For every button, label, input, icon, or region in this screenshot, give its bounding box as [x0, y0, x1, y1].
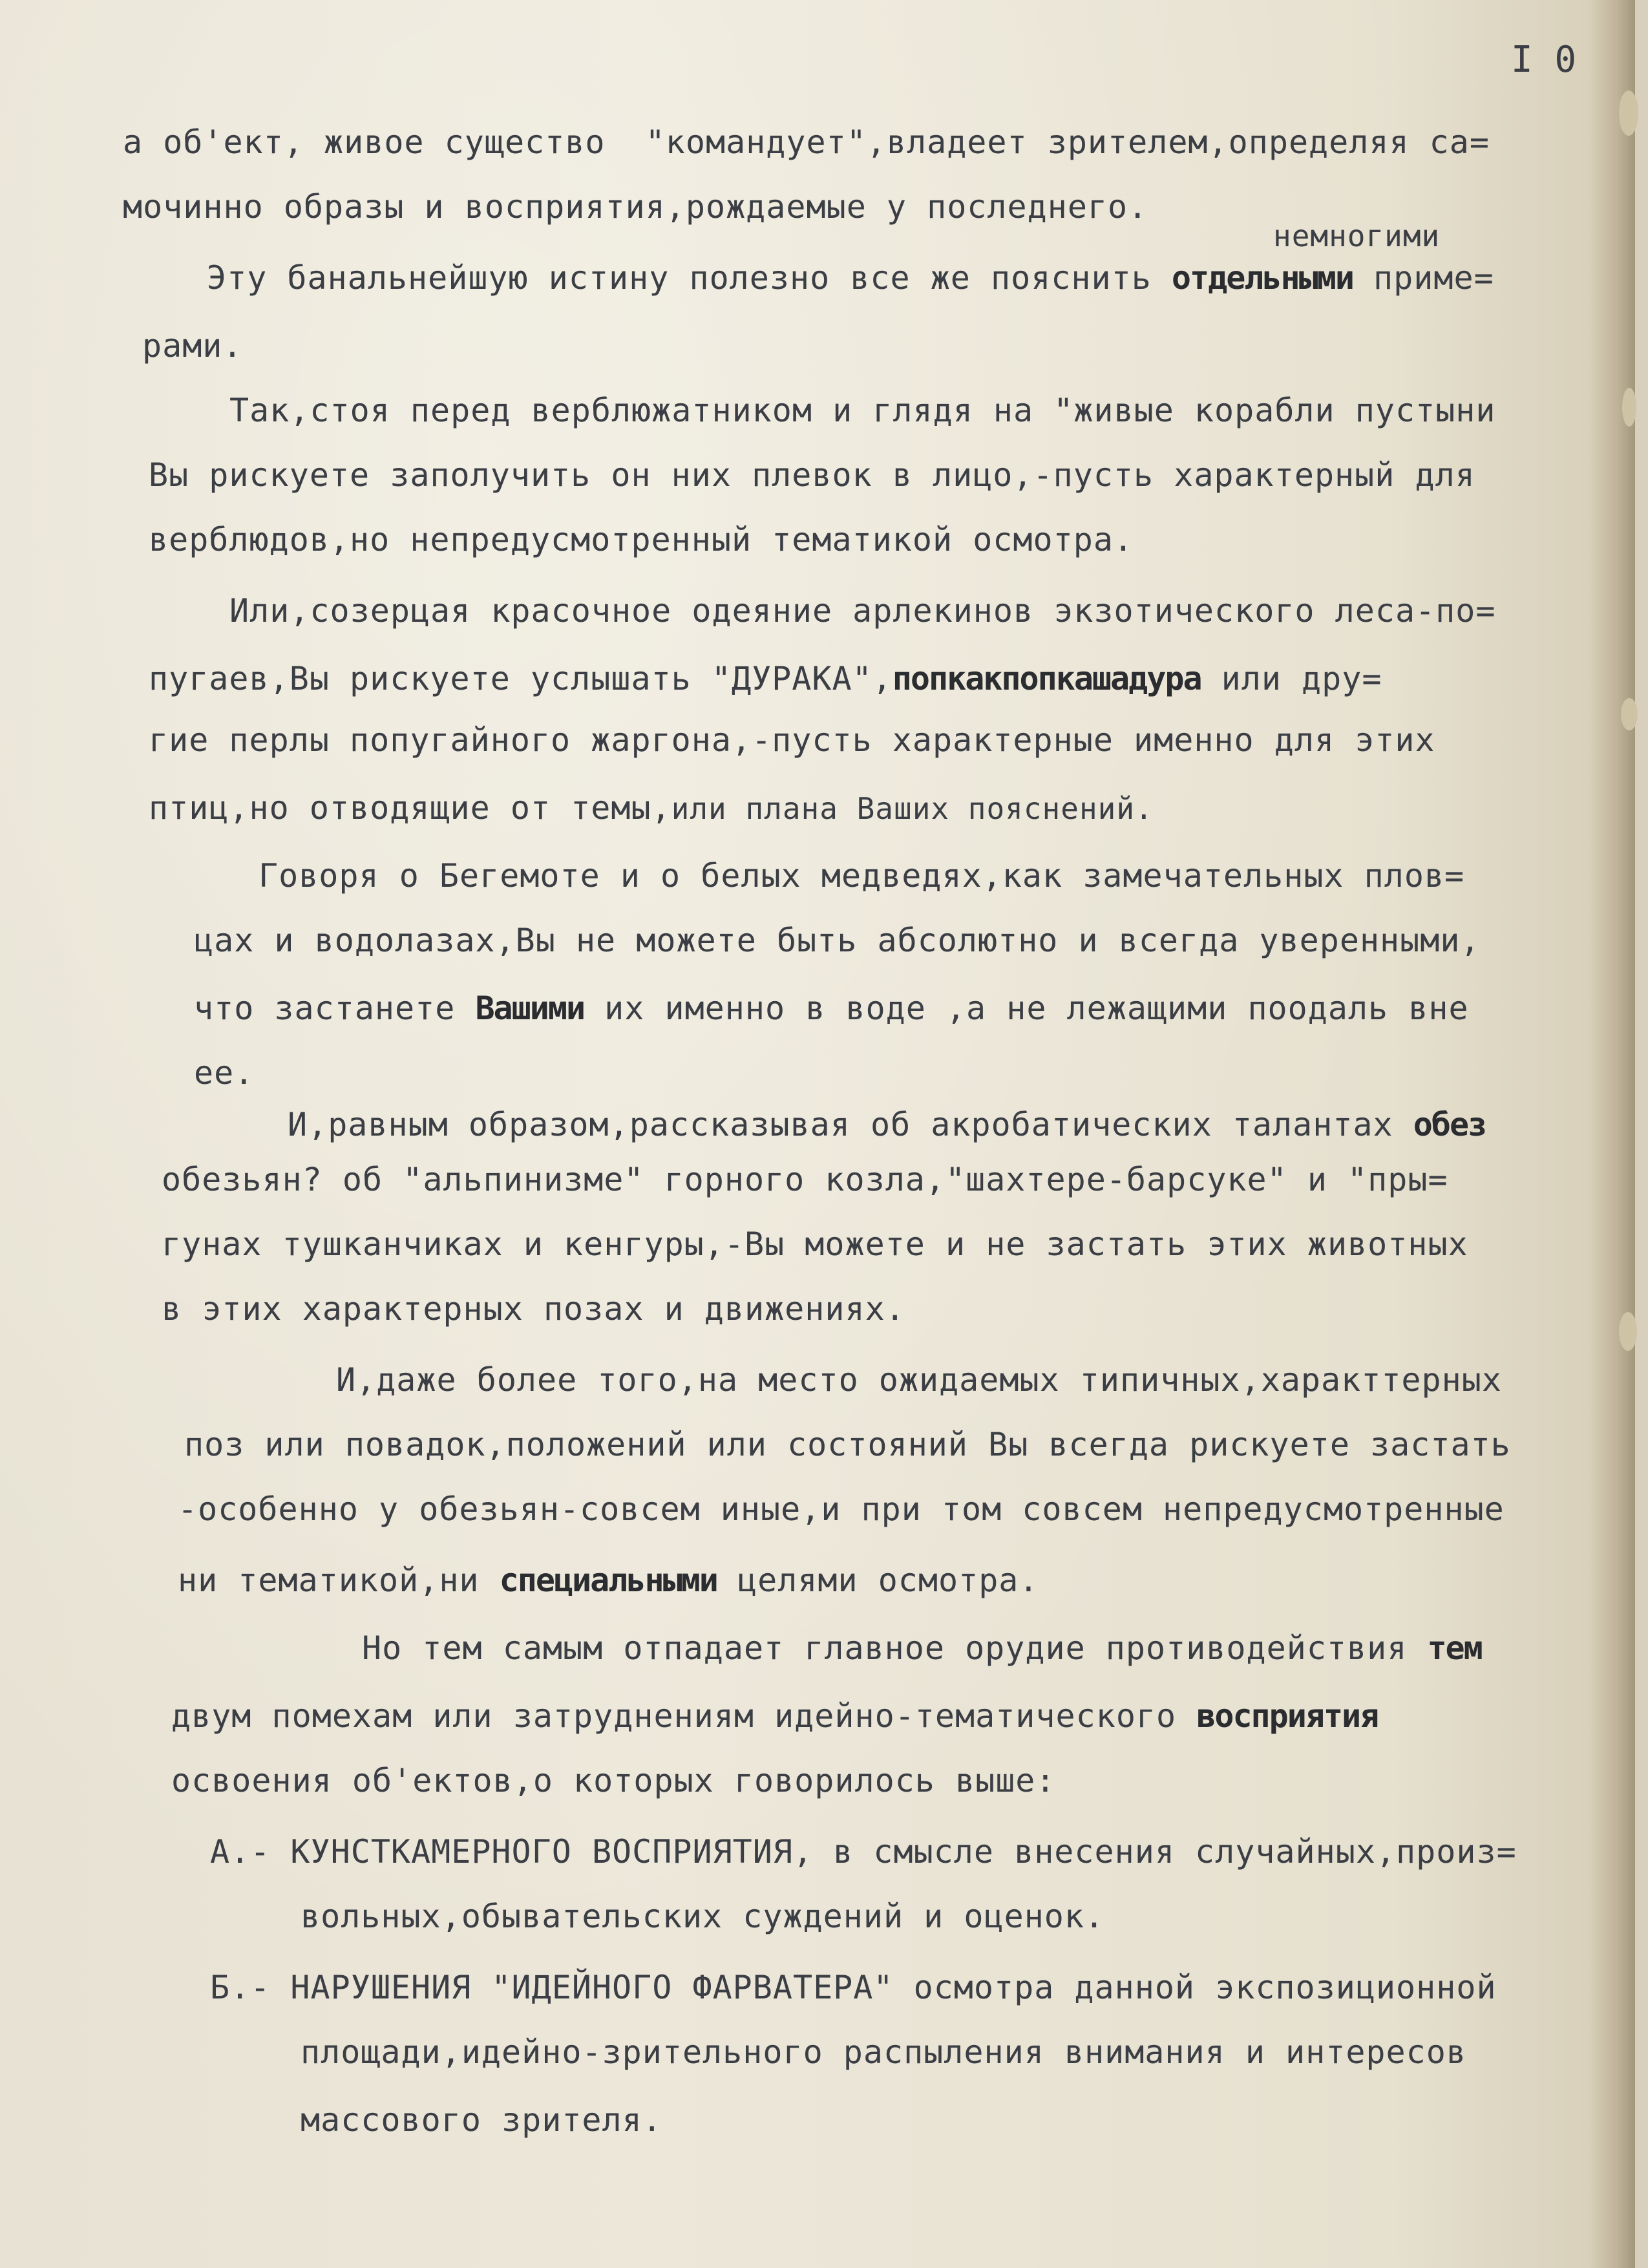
text-line: гие перлы попугайного жаргона,-пусть характерные именно для этих: [149, 721, 1435, 759]
text-line: освоения об'ектов,о которых говорилось выше:: [171, 1762, 1056, 1799]
text-line: двум помехам или затруднениям идейно-тематического восприятия: [171, 1697, 1379, 1735]
text-line: верблюдов,но непредусмотренный тематикой осмотра.: [149, 521, 1134, 558]
paper-tear: [1619, 90, 1638, 136]
text-line: ни тематикой,ни специальными целями осмотра.: [178, 1562, 1039, 1599]
struck-word: тем: [1427, 1629, 1482, 1667]
text-line: Или,созерцая красочное одеяние арлекинов экзотического леса-по=: [229, 592, 1496, 630]
text-line: вольных,обывательских суждений и оценок.: [301, 1898, 1105, 1935]
text-line: что застанете Вашими их именно в воде ,а не лежащими поодаль вне: [194, 990, 1469, 1027]
struck-word: обез: [1413, 1106, 1486, 1143]
text-line: мочинно образы и восприятия,рождаемые у последнего.: [123, 188, 1148, 226]
list-item-a: А.- КУНСТКАМЕРНОГО ВОСПРИЯТИЯ, в смысле внесения случайных,произ=: [210, 1833, 1517, 1871]
struck-word: специальными: [499, 1562, 717, 1599]
page-edge-shadow: [1590, 0, 1635, 2268]
text-line: И,равным образом,рассказывая об акробатических талантах обез: [288, 1106, 1486, 1143]
text-line: поз или повадок,положений или состояний Вы всегда рискуете застать: [184, 1426, 1511, 1463]
text-line: Эту банальнейшую истину полезно все же пояснить отдельными приме=: [207, 259, 1494, 297]
struck-word: отдельными: [1171, 259, 1353, 297]
text-line: Вы рискуете заполучить он них плевок в лицо,-пусть характерный для: [149, 456, 1475, 494]
text-line: площади,идейно-зрительного распыления внимания и интересов: [301, 2033, 1466, 2071]
text-line: Говоря о Бегемоте и о белых медведях,как замечательных плов=: [259, 857, 1465, 895]
text-line: ее.: [194, 1054, 255, 1092]
text-line: массового зрителя.: [301, 2101, 662, 2139]
paper-tear: [1621, 698, 1638, 730]
struck-word: попкакпопкашадура: [892, 660, 1201, 697]
paper-tear: [1622, 388, 1636, 427]
struck-word: Вашими: [475, 990, 585, 1027]
list-item-b: Б.- НАРУШЕНИЯ "ИДЕЙНОГО ФАРВАТЕРА" осмотра данной экспозиционной: [210, 1969, 1497, 2006]
text-line: И,даже более того,на место ожидаемых типичных,характтерных: [336, 1361, 1502, 1399]
text-line: Так,стоя перед верблюжатником и глядя на "живые корабли пустыни: [229, 392, 1496, 429]
struck-word: восприятия: [1196, 1697, 1379, 1735]
page-number: I 0: [1511, 39, 1577, 81]
text-line: -особенно у обезьян-совсем иные,и при том совсем непредусмотренные: [178, 1490, 1505, 1528]
text-line: гунах тушканчиках и кенгуры,-Вы можете и не застать этих животных: [162, 1225, 1468, 1263]
text-line: птиц,но отводящие от темы,или плана Ваших пояснений.: [149, 789, 1154, 827]
handwritten-insert: или плана Ваших пояснений.: [671, 791, 1154, 826]
handwritten-insert: немногими: [1273, 218, 1441, 253]
text-line: а об'ект, живое существо "командует",владеет зрителем,определяя са=: [123, 123, 1490, 161]
text-line: цах и водолазах,Вы не можете быть абсолютно и всегда уверенными,: [194, 922, 1481, 959]
text-line: Но тем самым отпадает главное орудие противодействия тем: [362, 1629, 1482, 1667]
text-line: пугаев,Вы рискуете услышать "ДУРАКА",попкакпопкашадура или дру=: [149, 660, 1382, 697]
text-line: в этих характерных позах и движениях.: [162, 1290, 905, 1328]
paper-tear: [1619, 1312, 1637, 1351]
text-line: обезьян? об "альпинизме" горного козла,"шахтере-барсуке" и "пры=: [162, 1161, 1448, 1198]
text-line: рами.: [142, 327, 243, 365]
